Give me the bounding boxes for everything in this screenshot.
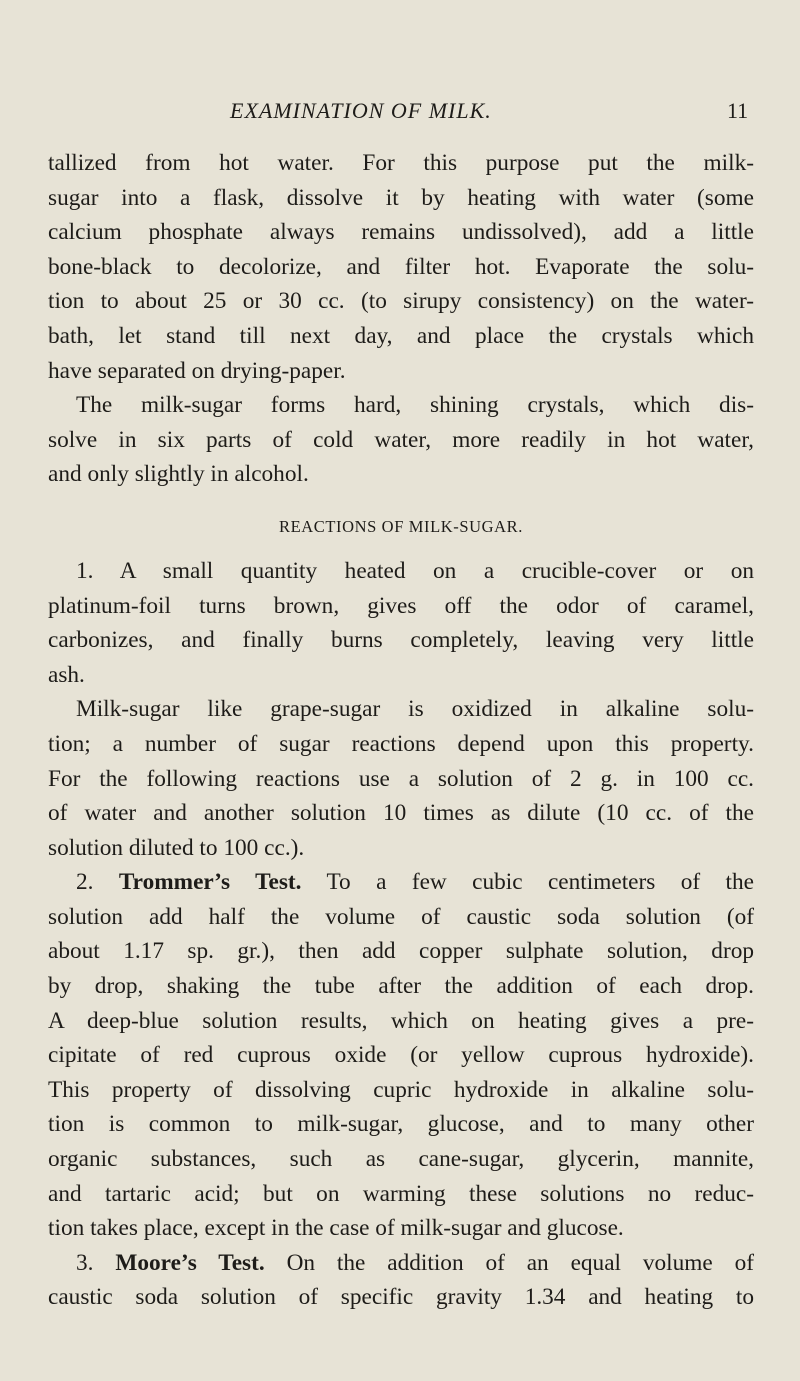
paragraph-moores-test	[48, 1246, 754, 1315]
text-line: 1. A small quantity heated on a crucible-cover or on	[76, 557, 754, 584]
text-line: tion is common to milk-sugar, glucose, and to many other	[48, 1111, 754, 1138]
text-line: tion takes place, except in the case of milk-sugar and glucose.	[48, 1215, 624, 1242]
text-line: bone-black to decolorize, and filter hot. Evaporate the solu-	[48, 253, 754, 280]
text-line: platinum-foil turns brown, gives off the odor of caramel,	[48, 592, 754, 619]
text-line: ash.	[48, 661, 85, 688]
text-line: A deep-blue solution results, which on heating gives a pre-	[48, 1007, 754, 1034]
page-number: 11	[727, 98, 749, 123]
text-line	[48, 1246, 754, 1281]
text-run: To a few cubic centimeters of the	[326, 869, 754, 896]
text-line: Milk-sugar like grape-sugar is oxidized in alkaline solu-	[76, 696, 754, 723]
test-title: Moore’s Test.	[115, 1249, 265, 1276]
item-number: 3.	[76, 1249, 94, 1276]
test-title: Trommer’s Test.	[118, 869, 302, 896]
text-line: sugar into a flask, dissolve it by heating with water (some	[48, 184, 754, 211]
text-line: by drop, shaking the tube after the addition of each drop.	[48, 973, 754, 1000]
item-number: 2.	[76, 869, 94, 896]
text-line: This property of dissolving cupric hydroxide in alkaline solu-	[48, 1076, 754, 1103]
text-line: of water and another solution 10 times as dilute (10 cc. of the	[48, 800, 754, 827]
text-line: tion to about 25 or 30 cc. (to sirupy consistency) on the water-	[48, 288, 754, 315]
paragraph-oxidation	[48, 692, 754, 865]
text-line: and only slightly in alcohol.	[48, 461, 309, 488]
running-head: EXAMINATION OF MILK.	[230, 98, 492, 123]
text-line: solve in six parts of cold water, more readily in hot water,	[48, 426, 754, 453]
text-line: cipitate of red cuprous oxide (or yellow cuprous hydroxide).	[48, 1042, 754, 1069]
text-line: The milk-sugar forms hard, shining crystals, which dis-	[76, 392, 754, 419]
paragraph-trommers-test	[48, 865, 754, 1246]
text-run: On the addition of an equal volume of	[286, 1249, 755, 1276]
text-line	[48, 865, 754, 900]
page-body	[48, 146, 754, 1315]
text-line: caustic soda solution of specific gravity 1.34 and heating to	[48, 1284, 754, 1311]
text-line: about 1.17 sp. gr.), then add copper sulphate solution, drop	[48, 938, 754, 965]
page-header	[0, 98, 800, 128]
text-line: tallized from hot water. For this purpose put the milk-	[48, 150, 754, 176]
text-line: calcium phosphate always remains undissolved), add a little	[48, 219, 754, 246]
text-line: solution diluted to 100 cc.).	[48, 834, 305, 861]
paragraph-reaction-1	[48, 554, 754, 692]
text-line: and tartaric acid; but on warming these solutions no reduc-	[48, 1180, 754, 1207]
text-line: organic substances, such as cane-sugar, glycerin, mannite,	[48, 1146, 754, 1173]
text-line: solution add half the volume of caustic soda solution (of	[48, 903, 754, 930]
text-line: bath, let stand till next day, and place the crystals which	[48, 322, 754, 349]
text-line: For the following reactions use a solution of 2 g. in 100 cc.	[48, 765, 754, 792]
paragraph-recrystallization	[48, 146, 754, 388]
text-line: have separated on drying-paper.	[48, 357, 346, 384]
text-line: carbonizes, and finally burns completely, leaving very little	[48, 627, 754, 654]
section-heading: REACTIONS OF MILK-SUGAR.	[278, 516, 524, 536]
paragraph-properties	[48, 388, 754, 492]
text-line: tion; a number of sugar reactions depend upon this property.	[48, 730, 754, 757]
